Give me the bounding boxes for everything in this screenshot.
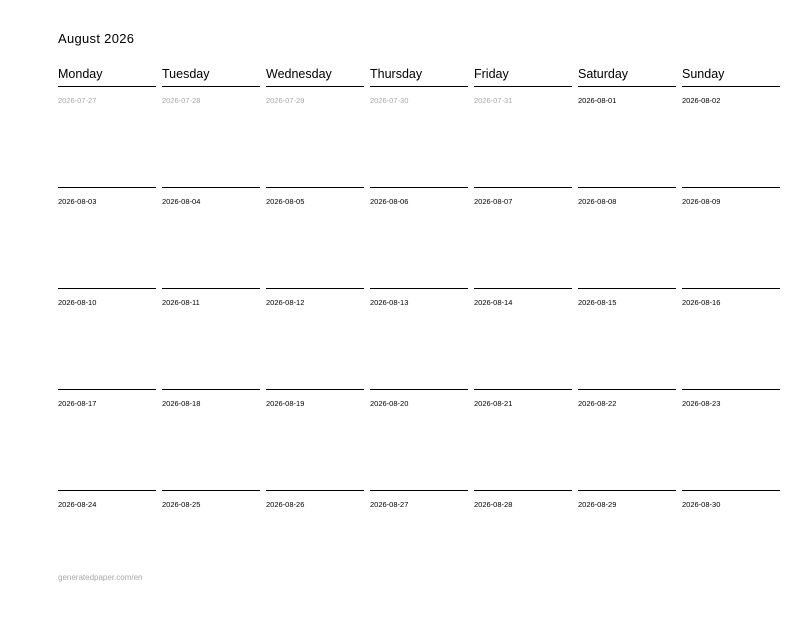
day-cell[interactable] (682, 491, 780, 592)
day-cell[interactable] (578, 289, 676, 390)
day-cell[interactable] (682, 289, 780, 390)
day-cell[interactable] (58, 87, 156, 188)
weekday-label: Wednesday (266, 67, 332, 81)
day-date-label: 2026-08-12 (266, 298, 305, 307)
day-cell[interactable] (370, 390, 468, 491)
weekday-header-monday (58, 65, 156, 87)
day-date-label: 2026-08-20 (370, 399, 409, 408)
weekday-label: Saturday (578, 67, 629, 81)
day-cell[interactable] (578, 188, 676, 289)
day-date-label: 2026-07-30 (370, 96, 409, 105)
day-date-label: 2026-08-15 (578, 298, 617, 307)
day-cell[interactable] (162, 491, 260, 592)
day-date-label: 2026-08-25 (162, 500, 201, 509)
day-cell[interactable] (266, 289, 364, 390)
day-date-label: 2026-08-02 (682, 96, 721, 105)
day-cell[interactable] (474, 390, 572, 491)
weekday-label: Friday (474, 67, 509, 81)
weekday-label: Tuesday (162, 67, 210, 81)
day-date-label: 2026-08-10 (58, 298, 97, 307)
footer-source: generatedpaper.com/en (58, 573, 143, 582)
day-date-label: 2026-08-17 (58, 399, 97, 408)
day-date-label: 2026-08-14 (474, 298, 513, 307)
day-date-label: 2026-08-13 (370, 298, 409, 307)
day-cell[interactable] (682, 87, 780, 188)
weekday-header-wednesday (266, 65, 364, 87)
calendar-grid (58, 0, 781, 621)
day-date-label: 2026-08-03 (58, 197, 97, 206)
day-date-label: 2026-08-24 (58, 500, 97, 509)
day-cell[interactable] (162, 87, 260, 188)
day-date-label: 2026-08-21 (474, 399, 513, 408)
weekday-label: Thursday (370, 67, 423, 81)
day-date-label: 2026-08-06 (370, 197, 409, 206)
day-cell[interactable] (370, 188, 468, 289)
day-date-label: 2026-08-01 (578, 96, 617, 105)
day-cell[interactable] (58, 188, 156, 289)
day-cell[interactable] (474, 289, 572, 390)
day-cell[interactable] (162, 289, 260, 390)
day-cell[interactable] (578, 87, 676, 188)
day-date-label: 2026-08-30 (682, 500, 721, 509)
day-date-label: 2026-08-19 (266, 399, 305, 408)
day-cell[interactable] (370, 87, 468, 188)
day-cell[interactable] (162, 390, 260, 491)
weekday-header-thursday (370, 65, 468, 87)
day-cell[interactable] (578, 390, 676, 491)
day-date-label: 2026-08-26 (266, 500, 305, 509)
weekday-label: Monday (58, 67, 103, 81)
day-cell[interactable] (474, 87, 572, 188)
day-cell[interactable] (682, 188, 780, 289)
day-cell[interactable] (162, 188, 260, 289)
day-date-label: 2026-08-07 (474, 197, 513, 206)
day-cell[interactable] (682, 390, 780, 491)
day-date-label: 2026-08-28 (474, 500, 513, 509)
day-cell[interactable] (578, 491, 676, 592)
day-date-label: 2026-08-05 (266, 197, 305, 206)
day-date-label: 2026-08-29 (578, 500, 617, 509)
day-date-label: 2026-08-18 (162, 399, 201, 408)
day-date-label: 2026-07-29 (266, 96, 305, 105)
day-date-label: 2026-07-28 (162, 96, 201, 105)
day-date-label: 2026-08-09 (682, 197, 721, 206)
day-date-label: 2026-08-08 (578, 197, 617, 206)
day-date-label: 2026-08-23 (682, 399, 721, 408)
day-date-label: 2026-08-16 (682, 298, 721, 307)
day-date-label: 2026-08-11 (162, 298, 200, 307)
day-date-label: 2026-07-27 (58, 96, 97, 105)
weekday-header-friday (474, 65, 572, 87)
day-date-label: 2026-08-22 (578, 399, 617, 408)
day-cell[interactable] (266, 87, 364, 188)
day-cell[interactable] (474, 188, 572, 289)
month-title: August 2026 (58, 31, 135, 46)
weekday-label: Sunday (682, 67, 725, 81)
day-date-label: 2026-08-27 (370, 500, 409, 509)
day-cell[interactable] (58, 390, 156, 491)
day-cell[interactable] (370, 289, 468, 390)
day-date-label: 2026-07-31 (474, 96, 513, 105)
day-date-label: 2026-08-04 (162, 197, 201, 206)
day-cell[interactable] (266, 491, 364, 592)
day-cell[interactable] (58, 289, 156, 390)
weekday-header-sunday (682, 65, 780, 87)
day-cell[interactable] (474, 491, 572, 592)
day-cell[interactable] (370, 491, 468, 592)
day-cell[interactable] (266, 188, 364, 289)
weekday-header-saturday (578, 65, 676, 87)
weekday-header-tuesday (162, 65, 260, 87)
day-cell[interactable] (266, 390, 364, 491)
